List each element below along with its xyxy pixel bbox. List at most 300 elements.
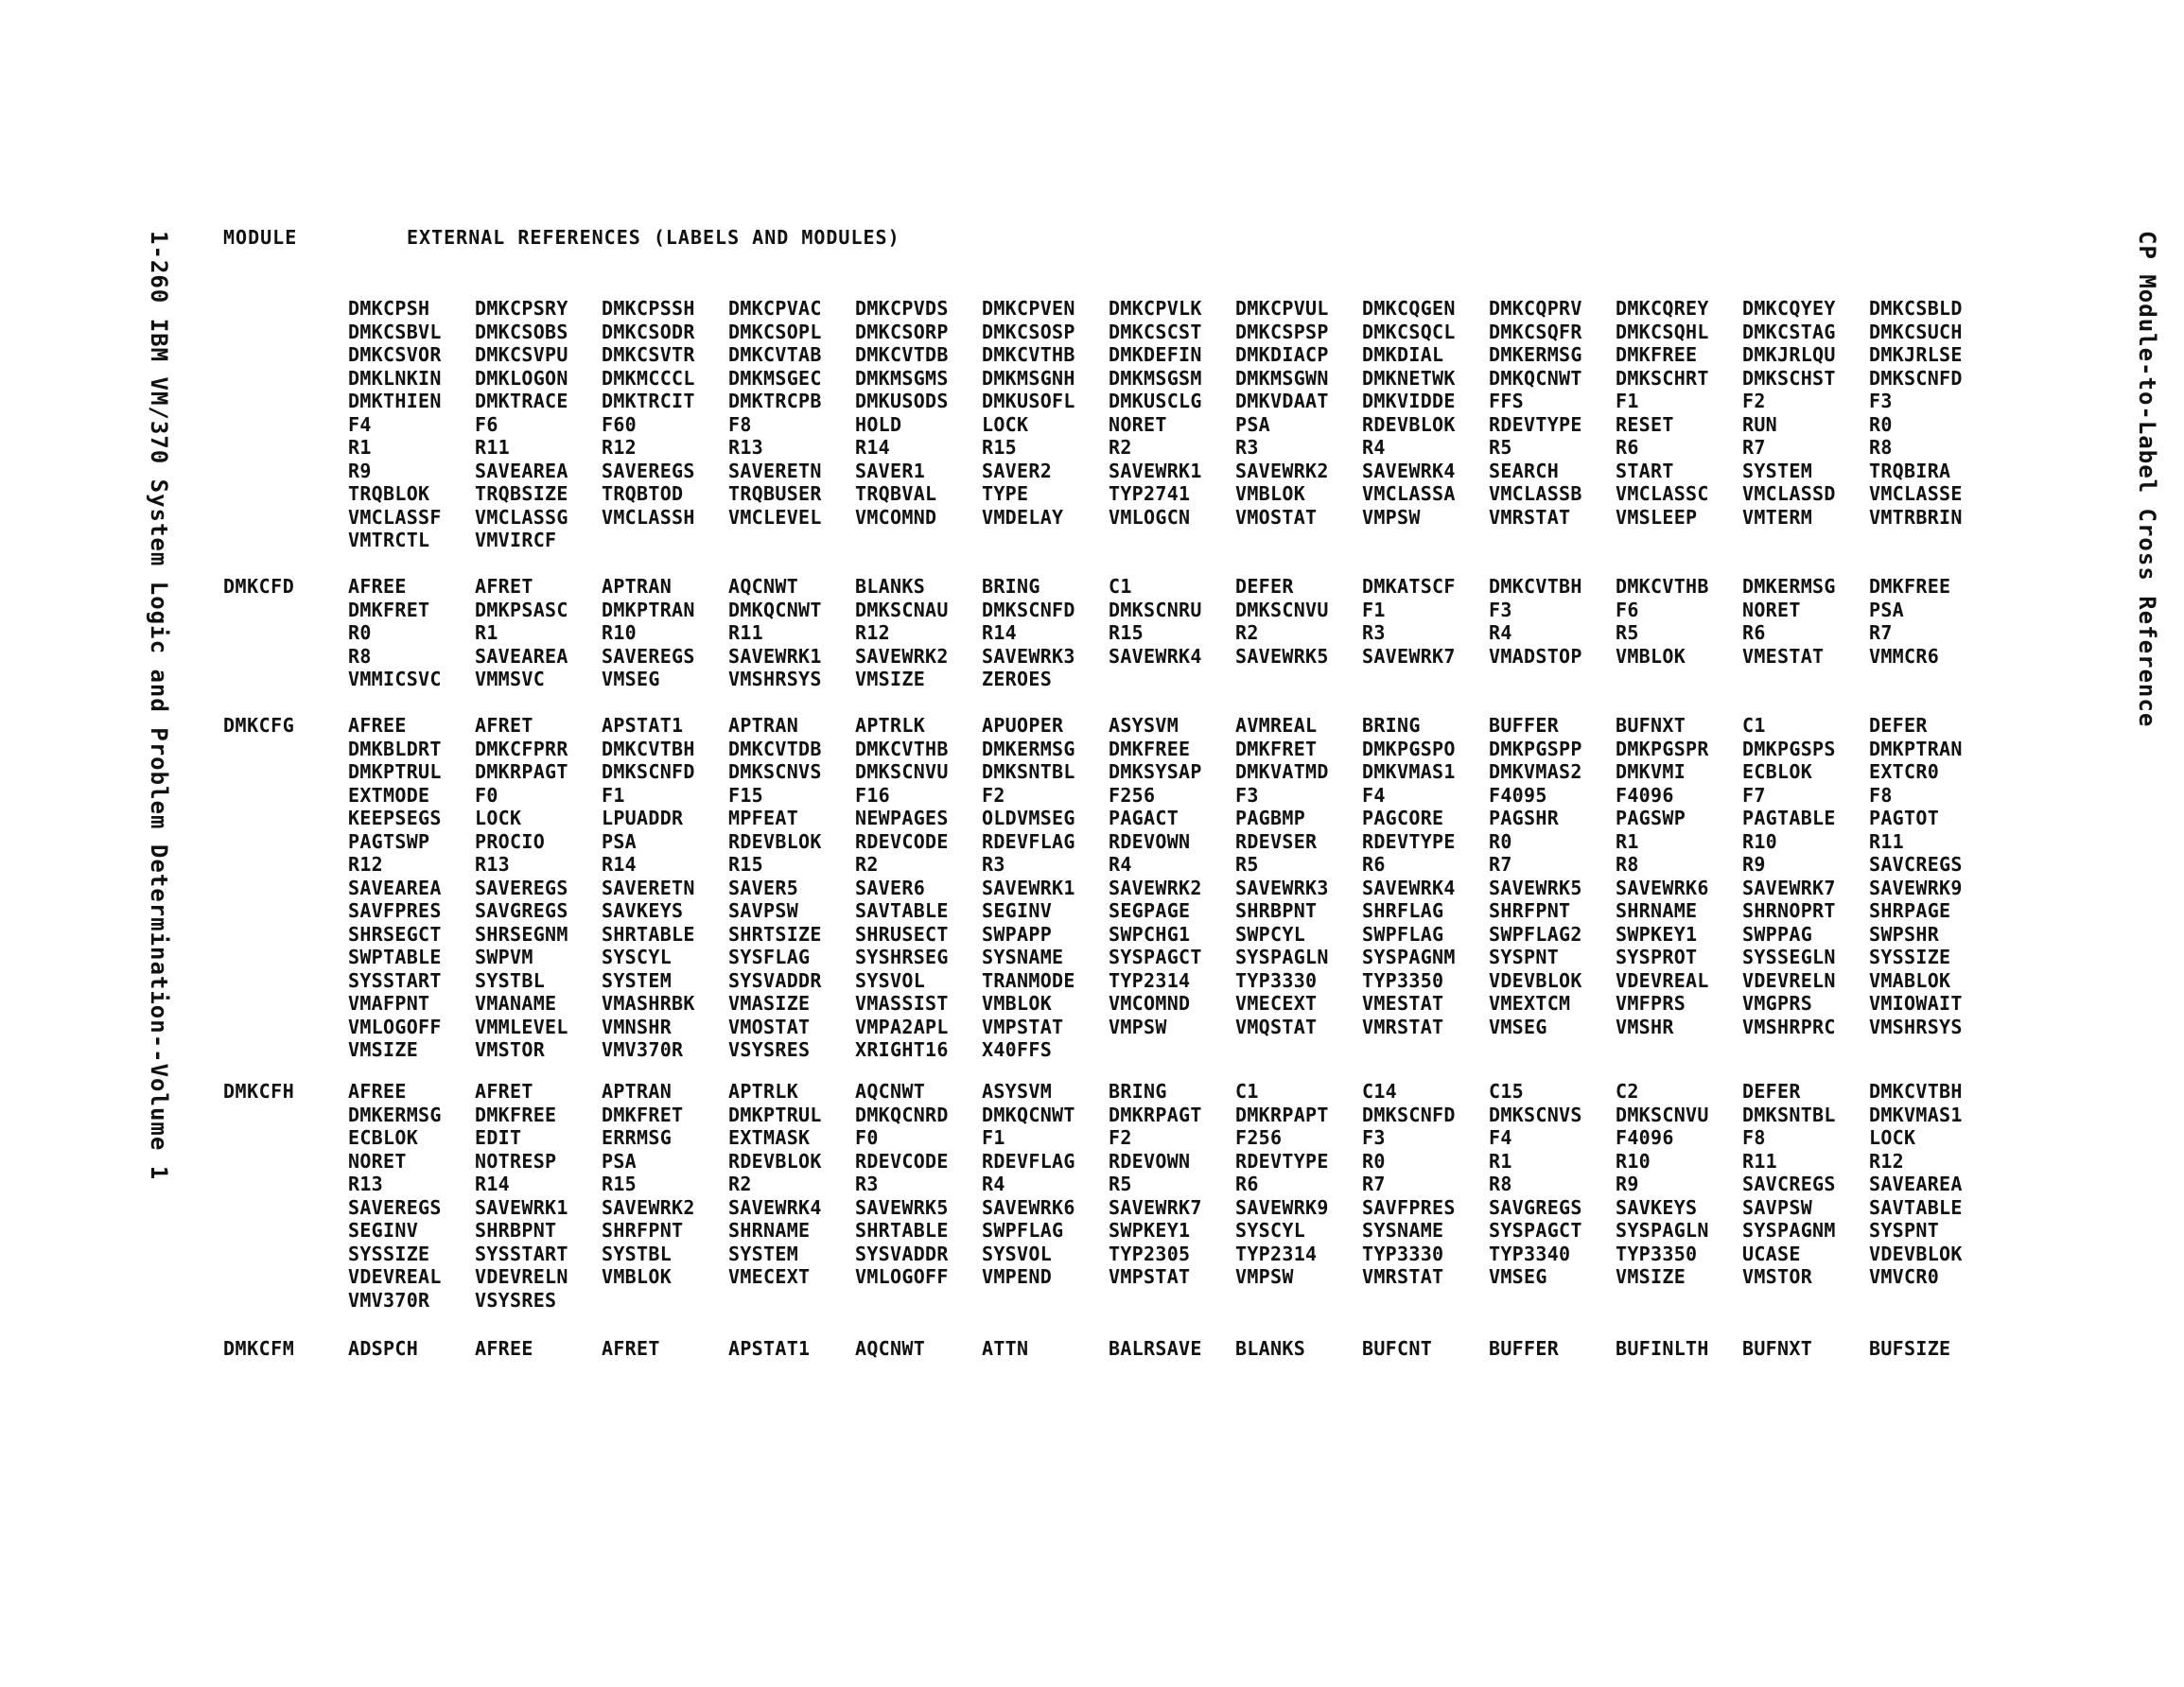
reference-label: DMKCSQCL <box>1362 320 1456 343</box>
reference-label: DMKDIACP <box>1235 343 1329 366</box>
reference-label: DMKSCNFD <box>1362 1103 1456 1126</box>
reference-label: R8 <box>1489 1173 1512 1195</box>
reference-label: DMKQCNWT <box>1489 366 1582 390</box>
reference-label: VMMCR6 <box>1869 644 1940 668</box>
reference-label: VMTRCTL <box>348 529 430 551</box>
reference-label: DMKCPSH <box>348 297 430 320</box>
reference-label: R10 <box>1742 829 1778 853</box>
reference-label: VMCLASSA <box>1362 482 1456 505</box>
reference-label: SAVEWRK2 <box>1235 459 1329 482</box>
reference-label: PAGSHR <box>1489 807 1560 829</box>
page-footer-vertical: 1-260 IBM VM/370 System Logic and Problem Determination--Volume 1 <box>146 231 172 1181</box>
reference-label: BRING <box>982 575 1040 598</box>
reference-label: DMKCVTBH <box>1869 1080 1963 1103</box>
reference-label: SAVFPRES <box>1362 1195 1456 1219</box>
reference-label: VMMICSVC <box>348 668 442 690</box>
reference-label: VMBLOK <box>982 992 1053 1015</box>
reference-label: BUFFER <box>1489 714 1560 737</box>
reference-label: DMKTRCIT <box>602 390 695 412</box>
reference-label: TRQBIRA <box>1869 459 1951 482</box>
reference-label: APTRLK <box>728 1080 799 1103</box>
reference-label: VMCLASSG <box>475 505 568 529</box>
reference-label: DMKSCNFD <box>1869 366 1963 390</box>
reference-label: AQCNWT <box>728 575 799 598</box>
reference-label: DMKCSVTR <box>602 343 695 366</box>
reference-label: SAVKEYS <box>602 899 684 922</box>
reference-label: DMKPTRAN <box>602 598 695 621</box>
reference-label: DMKCSOPL <box>728 320 822 343</box>
reference-label: VMASSIST <box>855 992 949 1015</box>
reference-label: VDEVRELN <box>475 1265 568 1288</box>
reference-label: VMSHRPRC <box>1742 1015 1836 1038</box>
reference-label: SAVEWRK5 <box>1235 644 1329 668</box>
reference-label: SYSPAGLN <box>1616 1219 1709 1242</box>
reference-label: RDEVBLOK <box>728 1149 822 1173</box>
reference-label: RDEVTYPE <box>1489 412 1582 436</box>
reference-label: DMKCPVAC <box>728 297 822 320</box>
reference-label: SAVPSW <box>728 899 799 922</box>
reference-list <box>348 575 1996 691</box>
reference-label: VMRSTAT <box>1489 505 1571 529</box>
reference-label: SAVEWRK4 <box>728 1195 822 1219</box>
reference-label: VMSHRSYS <box>1869 1015 1963 1038</box>
reference-label: VSYSRES <box>728 1038 811 1061</box>
reference-label: R14 <box>475 1173 511 1195</box>
reference-label: VMQSTAT <box>1235 1015 1318 1038</box>
reference-label: F3 <box>1489 598 1512 621</box>
module-name: DMKCFD <box>223 575 295 598</box>
reference-label: RDEVBLOK <box>1362 412 1456 436</box>
reference-label: R6 <box>1235 1173 1259 1195</box>
reference-label: R11 <box>475 436 511 459</box>
reference-label: DMKPTRUL <box>348 760 442 783</box>
reference-label: TRQBSIZE <box>475 482 568 505</box>
reference-label: R4 <box>1109 853 1132 876</box>
reference-label: AVMREAL <box>1235 714 1318 737</box>
reference-label: TYP3330 <box>1362 1242 1444 1265</box>
reference-label: DMKCVTBH <box>1489 575 1582 598</box>
reference-label: DMKCQYEY <box>1742 297 1836 320</box>
reference-label: SHRSEGNM <box>475 922 568 946</box>
reference-label: R4 <box>1362 436 1386 459</box>
reference-label: SWPFLAG <box>982 1219 1064 1242</box>
reference-label: RDEVCODE <box>855 1149 949 1173</box>
reference-label: VMVIRCF <box>475 529 557 551</box>
reference-label: TYPE <box>982 482 1029 505</box>
reference-label: SAVEAREA <box>1869 1173 1963 1195</box>
reference-label: DMKVIDDE <box>1362 390 1456 412</box>
reference-label: SAVKEYS <box>1616 1195 1698 1219</box>
reference-label: APTRLK <box>855 714 926 737</box>
reference-label: BUFSIZE <box>1869 1337 1951 1360</box>
reference-label: SWPFLAG <box>1362 922 1444 946</box>
reference-label: VMSHRSYS <box>728 668 822 690</box>
reference-label: DMKTRCPB <box>728 390 822 412</box>
reference-label: SYSNAME <box>1362 1219 1444 1242</box>
reference-label: SAVEWRK2 <box>602 1195 695 1219</box>
reference-label: SAVEWRK1 <box>475 1195 568 1219</box>
reference-label: SAVEAREA <box>475 459 568 482</box>
references-column-header: EXTERNAL REFERENCES (LABELS AND MODULES) <box>407 226 900 249</box>
reference-label: VMCOMND <box>1109 992 1191 1015</box>
reference-label: SHRBPNT <box>475 1219 557 1242</box>
reference-label: APTRAN <box>728 714 799 737</box>
reference-label: VMESTAT <box>1362 992 1444 1015</box>
reference-label: SHRSEGCT <box>348 922 442 946</box>
reference-label: DMKCQREY <box>1616 297 1709 320</box>
reference-label: DMKBLDRT <box>348 737 442 760</box>
reference-label: DMKVMAS2 <box>1489 760 1582 783</box>
reference-label: DMKCVTDB <box>855 343 949 366</box>
reference-label: VMCOMND <box>855 505 937 529</box>
reference-label: VMPSTAT <box>982 1015 1064 1038</box>
reference-label: SHRFPNT <box>602 1219 684 1242</box>
reference-label: LPUADDR <box>602 807 684 829</box>
reference-label: DMKSCHRT <box>1616 366 1709 390</box>
reference-label: F2 <box>1742 390 1766 412</box>
reference-label: F4 <box>1489 1126 1512 1149</box>
reference-label: DMKCSTAG <box>1742 320 1836 343</box>
reference-label: VMAFPNT <box>348 992 430 1015</box>
reference-label: VMPSW <box>1362 505 1421 529</box>
reference-label: SAVER5 <box>728 876 799 899</box>
reference-label: XRIGHT16 <box>855 1038 949 1061</box>
reference-label: R11 <box>728 621 764 644</box>
reference-label: DMKMSGMS <box>855 366 949 390</box>
reference-label: R3 <box>1362 621 1386 644</box>
reference-label: TYP2314 <box>1235 1242 1318 1265</box>
reference-list <box>348 1080 1996 1312</box>
reference-label: PAGACT <box>1109 807 1179 829</box>
reference-label: BUFNXT <box>1742 1337 1813 1360</box>
reference-label: DMKCSOSP <box>982 320 1075 343</box>
reference-label: VMCLASSB <box>1489 482 1582 505</box>
reference-label: DMKCPVDS <box>855 297 949 320</box>
reference-label: VMCLASSH <box>602 505 695 529</box>
reference-label: VMPA2APL <box>855 1015 949 1038</box>
reference-label: VMCLASSF <box>348 505 442 529</box>
reference-label: AFRET <box>602 1337 660 1360</box>
reference-label: SWPCYL <box>1235 922 1306 946</box>
reference-label: SAVEREGS <box>475 876 568 899</box>
reference-label: R4 <box>1489 621 1512 644</box>
reference-label: DMKQCNWT <box>982 1103 1075 1126</box>
reference-label: AFREE <box>348 575 407 598</box>
reference-label: RDEVFLAG <box>982 1149 1075 1173</box>
reference-label: DMKCSBLD <box>1869 297 1963 320</box>
reference-label: DMKCSVPU <box>475 343 568 366</box>
reference-label: DMKCFPRR <box>475 737 568 760</box>
reference-label: C1 <box>1235 1080 1259 1103</box>
reference-label: DMKCVTAB <box>728 343 822 366</box>
reference-label: SAVEWRK4 <box>1362 876 1456 899</box>
reference-label: ECBLOK <box>1742 760 1813 783</box>
reference-label: SYSCYL <box>1235 1219 1306 1242</box>
reference-label: TYP3340 <box>1489 1242 1571 1265</box>
reference-label: PAGCORE <box>1362 807 1444 829</box>
reference-label: R13 <box>728 436 764 459</box>
reference-label: EXTCR0 <box>1869 760 1940 783</box>
reference-label: F8 <box>1869 783 1893 807</box>
reference-label: R11 <box>1869 829 1905 853</box>
reference-label: F3 <box>1235 783 1259 807</box>
reference-label: DMKERMSG <box>348 1103 442 1126</box>
reference-label: DMKVMAS1 <box>1362 760 1456 783</box>
reference-label: BALRSAVE <box>1109 1337 1202 1360</box>
reference-label: DMKCSQHL <box>1616 320 1709 343</box>
reference-label: AFREE <box>348 1080 407 1103</box>
reference-label: OLDVMSEG <box>982 807 1075 829</box>
reference-label: R14 <box>602 853 638 876</box>
reference-label: VMGPRS <box>1742 992 1813 1015</box>
reference-label: VDEVRELN <box>1742 968 1836 992</box>
reference-label: R0 <box>1869 412 1893 436</box>
reference-label: SHRNOPRT <box>1742 899 1836 922</box>
reference-label: SAVEWRK1 <box>728 644 822 668</box>
reference-label: SAVEWRK1 <box>982 876 1075 899</box>
reference-label: F4095 <box>1489 783 1547 807</box>
reference-label: C15 <box>1489 1080 1525 1103</box>
reference-label: TYP2314 <box>1109 968 1191 992</box>
reference-label: DMKVDAAT <box>1235 390 1329 412</box>
reference-label: VMADSTOP <box>1489 644 1582 668</box>
reference-label: R5 <box>1109 1173 1132 1195</box>
reference-label: ASYSVM <box>982 1080 1053 1103</box>
reference-label: EXTMASK <box>728 1126 811 1149</box>
reference-label: DMKSCHST <box>1742 366 1836 390</box>
reference-label: R2 <box>728 1173 752 1195</box>
reference-label: DMKPTRAN <box>1869 737 1963 760</box>
reference-label: F6 <box>1616 598 1639 621</box>
reference-label: AFRET <box>475 714 533 737</box>
reference-label: VMLOGCN <box>1109 505 1191 529</box>
reference-label: R1 <box>348 436 372 459</box>
reference-label: R7 <box>1362 1173 1386 1195</box>
reference-label: F60 <box>602 412 638 436</box>
reference-label: F256 <box>1235 1126 1283 1149</box>
reference-label: NORET <box>348 1149 407 1173</box>
reference-label: BUFINLTH <box>1616 1337 1709 1360</box>
reference-label: R7 <box>1869 621 1893 644</box>
reference-label: VMANAME <box>475 992 557 1015</box>
reference-label: DMKMSGSM <box>1109 366 1202 390</box>
reference-label: VMTRBRIN <box>1869 505 1963 529</box>
reference-label: SAVGREGS <box>1489 1195 1582 1219</box>
reference-label: VMBLOK <box>1616 644 1686 668</box>
reference-label: APSTAT1 <box>728 1337 811 1360</box>
reference-label: DMKSCNVS <box>728 760 822 783</box>
reference-label: VMSEG <box>1489 1015 1547 1038</box>
reference-label: BLANKS <box>855 575 926 598</box>
reference-label: DMKFREE <box>1616 343 1698 366</box>
reference-label: DMKCQPRV <box>1489 297 1582 320</box>
reference-label: DMKSCNVU <box>1235 598 1329 621</box>
reference-label: R15 <box>602 1173 638 1195</box>
reference-label: SAVEWRK9 <box>1235 1195 1329 1219</box>
reference-label: NEWPAGES <box>855 807 949 829</box>
reference-label: DMKSCNAU <box>855 598 949 621</box>
reference-label: ATTN <box>982 1337 1029 1360</box>
reference-list <box>348 1337 1996 1361</box>
reference-label: SYSPROT <box>1616 946 1698 968</box>
reference-label: TRANMODE <box>982 968 1075 992</box>
reference-label: EDIT <box>475 1126 522 1149</box>
reference-label: APUOPER <box>982 714 1064 737</box>
reference-label: DMKVATMD <box>1235 760 1329 783</box>
reference-label: DMKFRET <box>602 1103 684 1126</box>
reference-label: PSA <box>1869 598 1905 621</box>
reference-label: VMECEXT <box>728 1265 811 1288</box>
reference-label: SYSPAGLN <box>1235 946 1329 968</box>
reference-list <box>348 714 1996 1062</box>
reference-label: SYSSIZE <box>348 1242 430 1265</box>
reference-label: TYP3350 <box>1616 1242 1698 1265</box>
reference-label: DMKPTRUL <box>728 1103 822 1126</box>
reference-label: DEFER <box>1235 575 1294 598</box>
reference-label: SYSSTART <box>348 968 442 992</box>
reference-label: SAVEWRK3 <box>982 644 1075 668</box>
reference-label: ASYSVM <box>1109 714 1179 737</box>
reference-label: DMKCVTHB <box>982 343 1075 366</box>
reference-label: RDEVSER <box>1235 829 1318 853</box>
reference-label: SHRBPNT <box>1235 899 1318 922</box>
reference-label: R4 <box>982 1173 1005 1195</box>
reference-label: SHRPAGE <box>1869 899 1951 922</box>
reference-label: UCASE <box>1742 1242 1801 1265</box>
reference-label: VMSIZE <box>855 668 926 690</box>
reference-label: DMKCPSRY <box>475 297 568 320</box>
reference-label: VMMSVC <box>475 668 546 690</box>
reference-label: DMKTRACE <box>475 390 568 412</box>
reference-label: VMCLASSC <box>1616 482 1709 505</box>
reference-label: VMSEG <box>1489 1265 1547 1288</box>
reference-label: RDEVFLAG <box>982 829 1075 853</box>
reference-label: SYSFLAG <box>728 946 811 968</box>
reference-label: DMKMSGEC <box>728 366 822 390</box>
reference-label: DMKPGSPS <box>1742 737 1836 760</box>
reference-label: F1 <box>1616 390 1639 412</box>
reference-label: DMKSNTBL <box>1742 1103 1836 1126</box>
reference-label: F3 <box>1869 390 1893 412</box>
reference-label: DMKPGSPO <box>1362 737 1456 760</box>
reference-label: DMKUSOFL <box>982 390 1075 412</box>
reference-label: AFRET <box>475 575 533 598</box>
reference-label: R5 <box>1616 621 1639 644</box>
reference-label: ERRMSG <box>602 1126 673 1149</box>
reference-label: SYSHRSEG <box>855 946 949 968</box>
reference-label: DMKMCCCL <box>602 366 695 390</box>
reference-label: PSA <box>1235 412 1271 436</box>
reference-label: DMKPGSPR <box>1616 737 1709 760</box>
reference-label: APTRAN <box>602 1080 673 1103</box>
reference-label: SAVEWRK7 <box>1742 876 1836 899</box>
reference-label: F1 <box>602 783 625 807</box>
reference-label: R0 <box>1362 1149 1386 1173</box>
reference-label: F4 <box>348 412 372 436</box>
reference-label: DMKCSPSP <box>1235 320 1329 343</box>
reference-label: R6 <box>1362 853 1386 876</box>
reference-label: SYSSTART <box>475 1242 568 1265</box>
reference-label: F0 <box>855 1126 879 1149</box>
reference-label: TRQBUSER <box>728 482 822 505</box>
reference-label: R6 <box>1742 621 1766 644</box>
reference-label: VMOSTAT <box>728 1015 811 1038</box>
reference-label: VMBLOK <box>1235 482 1306 505</box>
reference-label: SYSTEM <box>728 1242 799 1265</box>
reference-label: SYSVOL <box>982 1242 1053 1265</box>
reference-label: R12 <box>1869 1149 1905 1173</box>
reference-label: R2 <box>1109 436 1132 459</box>
reference-label: SWPSHR <box>1869 922 1940 946</box>
reference-label: RDEVOWN <box>1109 1149 1191 1173</box>
reference-label: R1 <box>475 621 498 644</box>
reference-label: SWPVM <box>475 946 533 968</box>
reference-label: R8 <box>1616 853 1639 876</box>
reference-label: SYSTEM <box>602 968 673 992</box>
reference-label: SHRNAME <box>728 1219 811 1242</box>
reference-label: F0 <box>475 783 498 807</box>
reference-label: AFREE <box>475 1337 533 1360</box>
reference-label: TYP3350 <box>1362 968 1444 992</box>
reference-label: DEFER <box>1869 714 1928 737</box>
reference-label: VMPEND <box>982 1265 1053 1288</box>
reference-label: VMV370R <box>602 1038 684 1061</box>
reference-label: EXTMODE <box>348 783 430 807</box>
reference-label: DMKSCNFD <box>602 760 695 783</box>
reference-label: ADSPCH <box>348 1337 419 1360</box>
reference-label: APTRAN <box>602 575 673 598</box>
reference-label: VMNSHR <box>602 1015 673 1038</box>
reference-label: DMKRPAPT <box>1235 1103 1329 1126</box>
reference-label: F16 <box>855 783 891 807</box>
reference-label: SAVFPRES <box>348 899 442 922</box>
reference-label: DMKCSUCH <box>1869 320 1963 343</box>
reference-label: SYSVADDR <box>855 1242 949 1265</box>
reference-label: SAVER6 <box>855 876 926 899</box>
reference-label: SAVEWRK4 <box>1109 644 1202 668</box>
reference-label: VMVCR0 <box>1869 1265 1940 1288</box>
reference-label: F2 <box>1109 1126 1132 1149</box>
reference-label: SEGPAGE <box>1109 899 1191 922</box>
reference-label: NORET <box>1742 598 1801 621</box>
reference-label: SAVEWRK9 <box>1869 876 1963 899</box>
reference-label: SYSVOL <box>855 968 926 992</box>
reference-label: RUN <box>1742 412 1778 436</box>
reference-label: ECBLOK <box>348 1126 419 1149</box>
reference-label: DMKCVTHB <box>1616 575 1709 598</box>
reference-label: DMKCSVOR <box>348 343 442 366</box>
reference-label: F7 <box>1742 783 1766 807</box>
reference-label: VMOSTAT <box>1235 505 1318 529</box>
reference-label: DMKLOGON <box>475 366 568 390</box>
reference-label: VSYSRES <box>475 1288 557 1312</box>
reference-label: PSA <box>602 1149 638 1173</box>
reference-label: SEARCH <box>1489 459 1560 482</box>
reference-label: VMPSW <box>1235 1265 1294 1288</box>
reference-label: SHRTABLE <box>602 922 695 946</box>
reference-label: VDEVREAL <box>348 1265 442 1288</box>
reference-label: DMKSCNFD <box>982 598 1075 621</box>
reference-label: SWPPAG <box>1742 922 1813 946</box>
reference-label: R0 <box>348 621 372 644</box>
reference-label: R5 <box>1235 853 1259 876</box>
reference-label: RDEVTYPE <box>1362 829 1456 853</box>
reference-label: F6 <box>475 412 498 436</box>
reference-label: RESET <box>1616 412 1674 436</box>
reference-label: VMCLASSD <box>1742 482 1836 505</box>
reference-label: R7 <box>1742 436 1766 459</box>
reference-label: SHRUSECT <box>855 922 949 946</box>
